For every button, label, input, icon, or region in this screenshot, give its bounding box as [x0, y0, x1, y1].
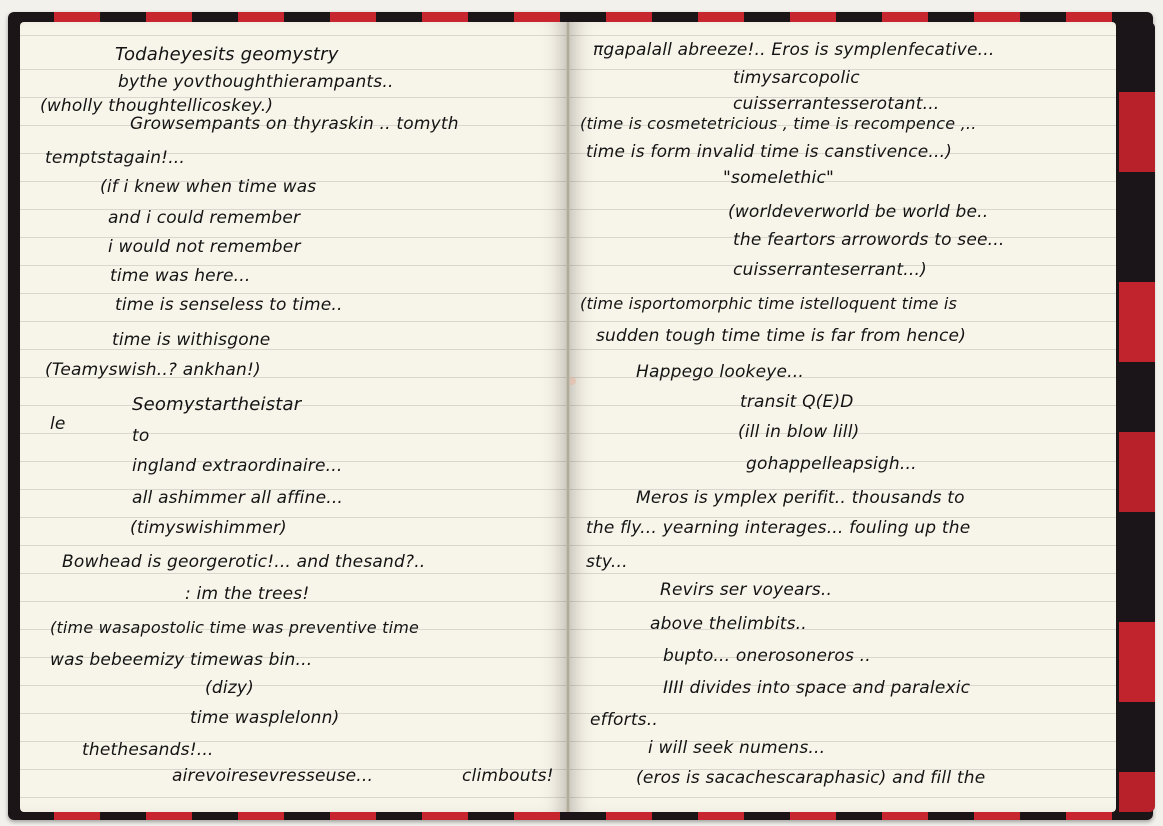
handwritten-line: (time is cosmetetricious , time is recompence ,.. — [580, 114, 977, 133]
handwritten-line: : im the trees! — [185, 584, 310, 604]
handwritten-line: and i could remember — [108, 208, 301, 228]
handwritten-line: (timyswishimmer) — [130, 518, 287, 538]
handwritten-line: (Teamyswish..? ankhan!) — [45, 360, 261, 380]
handwritten-line: sudden tough time time is far from hence) — [596, 326, 967, 346]
handwritten-line: cuisserranteserrant...) — [733, 260, 927, 280]
handwritten-line: thethesands!... — [82, 740, 214, 760]
handwritten-line: ingland extraordinaire... — [132, 456, 343, 476]
right-page — [568, 22, 1116, 812]
handwritten-line: bupto... onerosoneros .. — [663, 646, 871, 666]
handwritten-line: (time wasapostolic time was preventive time — [50, 618, 420, 637]
handwritten-line: time is senseless to time.. — [115, 295, 343, 315]
handwritten-line: i will seek numens... — [648, 738, 826, 758]
handwritten-line: time was here... — [110, 266, 251, 286]
handwritten-line: gohappelleapsigh... — [746, 454, 917, 474]
handwritten-line: IIII divides into space and paralexic — [663, 678, 971, 698]
handwritten-line: time is form invalid time is canstivence...) — [586, 142, 953, 162]
handwritten-line: (eros is sacachescaraphasic) and fill the — [636, 768, 986, 788]
handwritten-line: timysarcopolic — [733, 68, 860, 88]
handwritten-line: time is withisgone — [112, 330, 271, 350]
handwritten-line: to — [132, 426, 150, 446]
handwritten-line: Seomystartheistar — [132, 394, 302, 415]
handwritten-line: cuisserrantesserotant... — [733, 94, 940, 114]
handwritten-line: airevoiresevresseuse... — [172, 766, 374, 786]
page-gutter — [566, 22, 570, 812]
handwritten-line: (dizy) — [205, 678, 254, 698]
handwritten-line: Bowhead is georgerotic!... and thesand?.. — [62, 552, 426, 572]
handwritten-line: the feartors arrowords to see... — [733, 230, 1005, 250]
handwritten-line: transit Q(E)D — [740, 392, 854, 412]
handwritten-line: the fly... yearning interages... fouling up the — [586, 518, 971, 538]
handwritten-line: Todaheyesits geomystry — [115, 44, 339, 65]
handwritten-line: (worldeverworld be world be.. — [728, 202, 989, 222]
left-page — [20, 22, 568, 812]
handwritten-line: above thelimbits.. — [650, 614, 807, 634]
handwritten-line: Happego lookeye... — [636, 362, 804, 382]
handwritten-line: le — [50, 414, 66, 434]
handwritten-line: was bebeemizy timewas bin... — [50, 650, 313, 670]
handwritten-line: efforts.. — [590, 710, 658, 730]
handwritten-line: πgapalall abreeze!.. Eros is symplenfecative... — [593, 40, 995, 60]
handwritten-line: i would not remember — [108, 237, 301, 257]
handwritten-line: sty... — [586, 552, 628, 572]
handwritten-line: Revirs ser voyears.. — [660, 580, 833, 600]
handwritten-line: time wasplelonn) — [190, 708, 340, 728]
handwritten-line: (time isportomorphic time istelloquent time is — [580, 294, 958, 313]
handwritten-line: Meros is ymplex perifit.. thousands to — [636, 488, 965, 508]
handwritten-line: all ashimmer all affine... — [132, 488, 344, 508]
handwritten-line: "somelethic" — [723, 168, 835, 188]
notebook-edge — [1119, 22, 1155, 812]
handwritten-line: (ill in blow lill) — [738, 422, 860, 442]
handwritten-line: bythe yovthoughthierampants.. — [118, 72, 394, 92]
handwritten-line: (wholly thoughtellicoskey.) — [40, 96, 274, 116]
handwritten-line: Growsempants on thyraskin .. tomyth — [130, 114, 459, 134]
handwritten-line: climbouts! — [462, 766, 554, 786]
handwritten-line: temptstagain!... — [45, 148, 186, 168]
handwritten-line: (if i knew when time was — [100, 177, 317, 197]
